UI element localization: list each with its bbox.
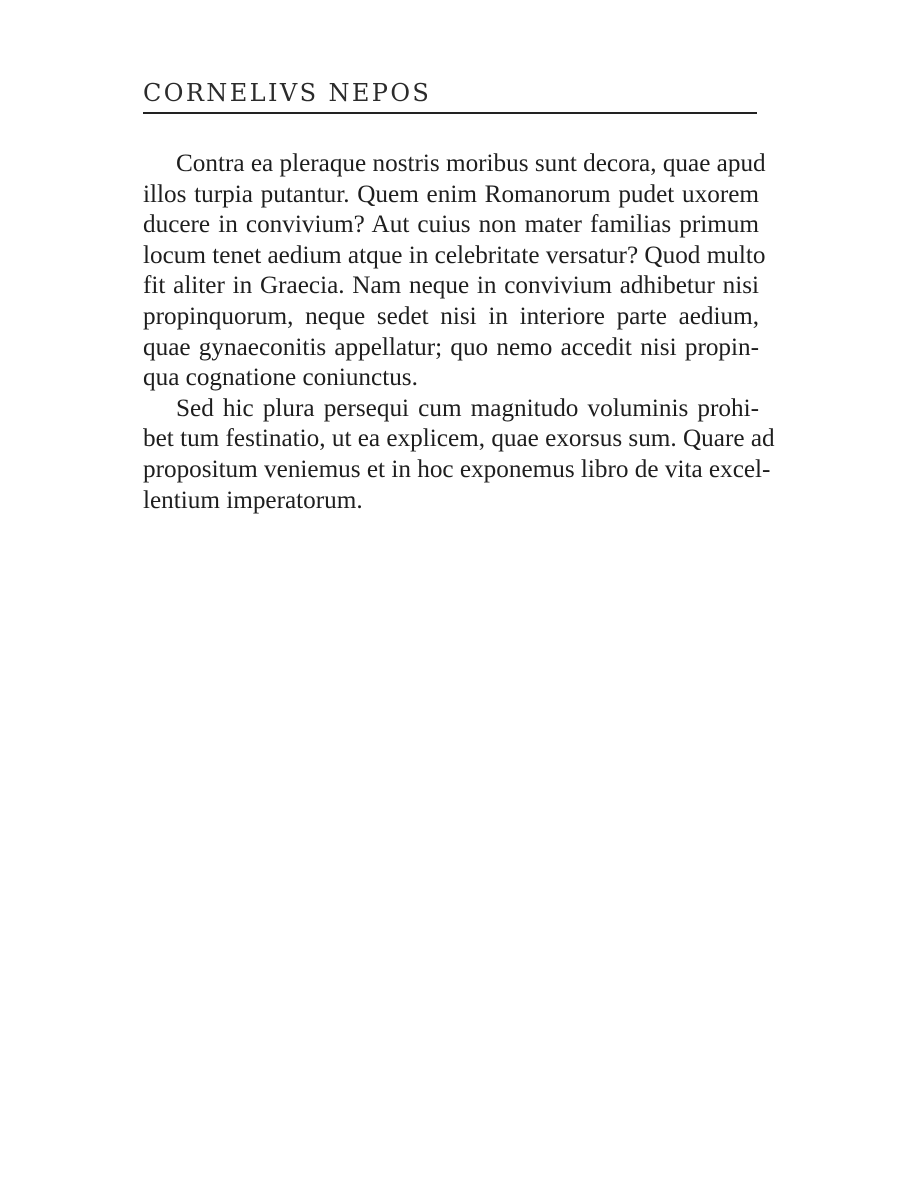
text-line: ducere in convivium? Aut cuius non mater familias primum <box>143 211 759 239</box>
text-line: propositum veniemus et in hoc exponemus libro de vita excel- <box>143 455 771 483</box>
text-line: quae gynaeconitis appellatur; quo nemo accedit nisi propin- <box>143 333 759 361</box>
text-line: bet tum festinatio, ut ea explicem, quae exorsus sum. Quare ad <box>143 425 775 453</box>
running-head <box>143 76 757 114</box>
text-line: qua cognatione coniunctus. <box>143 364 418 392</box>
running-title: CORNELIVS NEPOS <box>143 79 432 107</box>
paragraph-1 <box>143 149 766 394</box>
text-line: fit aliter in Graecia. Nam neque in convivium adhibetur nisi <box>143 272 759 300</box>
paragraph-2 <box>143 394 775 516</box>
text-line: locum tenet aedium atque in celebritate versatur? Quod multo <box>143 241 766 269</box>
body-text <box>143 149 775 516</box>
text-line: lentium imperatorum. <box>143 486 363 514</box>
text-line: propinquorum, neque sedet nisi in interiore parte aedium, <box>143 302 759 330</box>
text-line: illos turpia putantur. Quem enim Romanorum pudet uxorem <box>143 180 759 208</box>
text-line: Sed hic plura persequi cum magnitudo voluminis prohi- <box>176 394 759 422</box>
text-line: Contra ea pleraque nostris moribus sunt decora, quae apud <box>176 150 766 177</box>
